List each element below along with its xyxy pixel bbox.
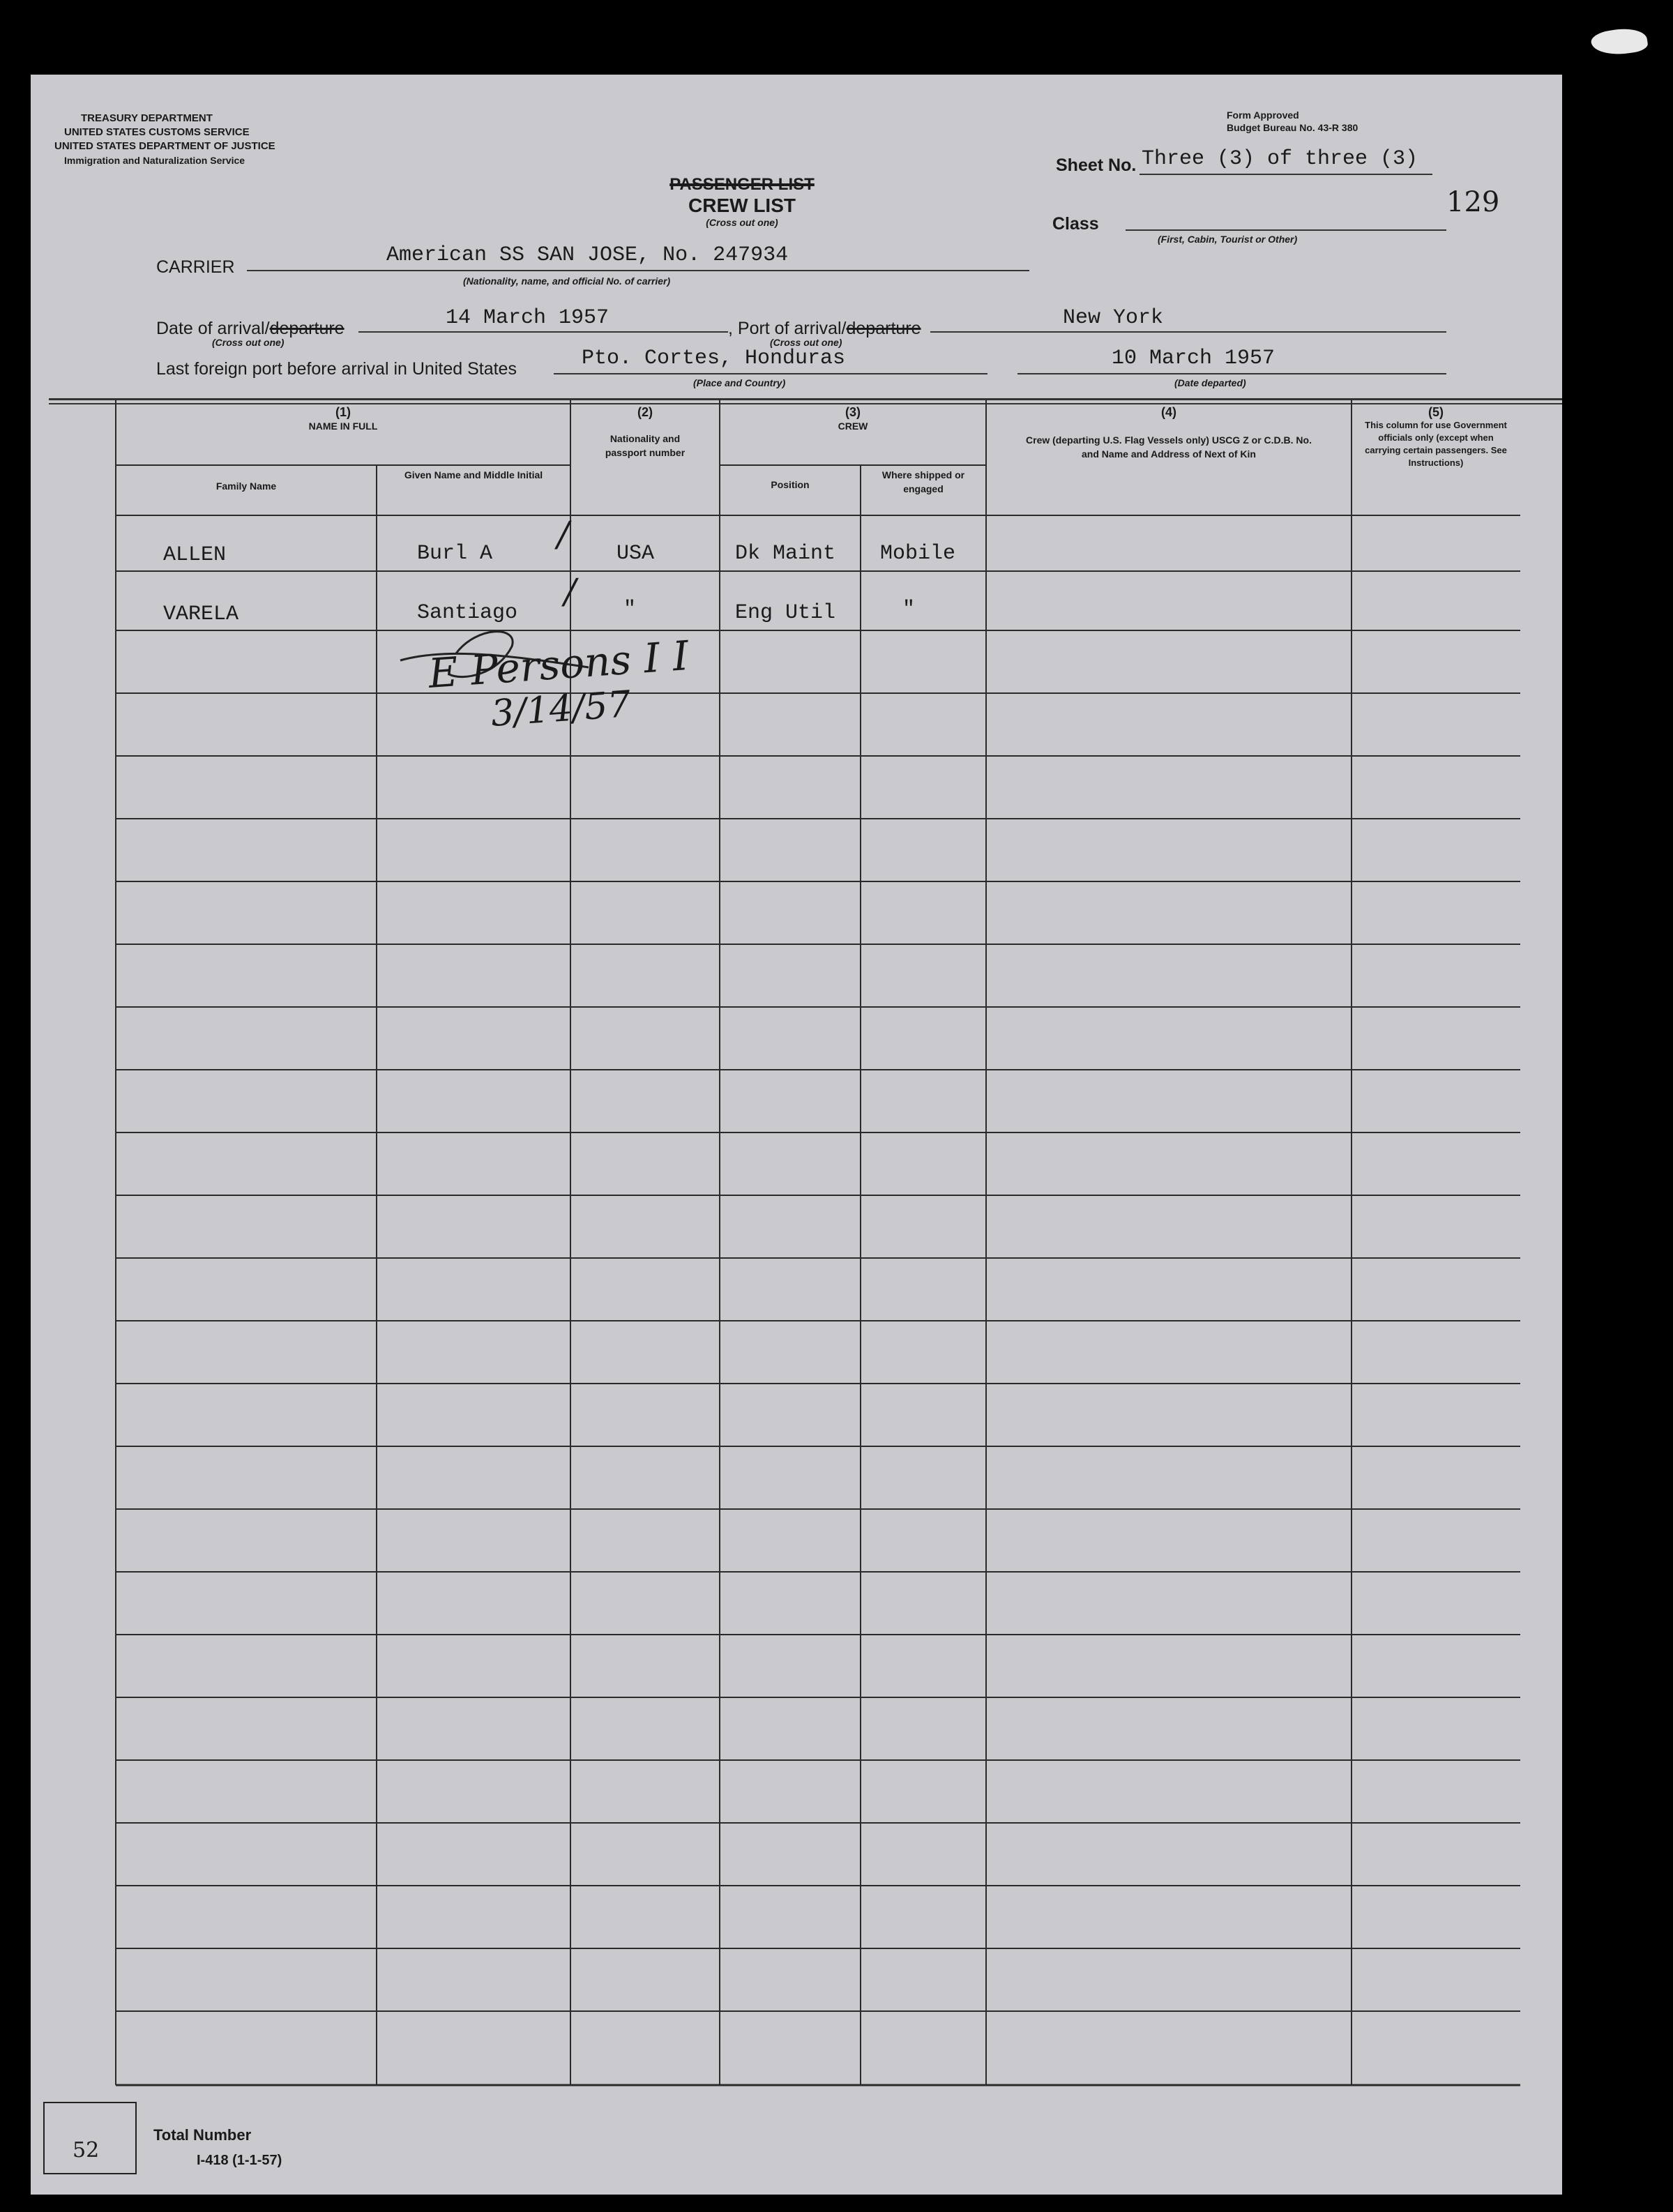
sheet-value: Three (3) of three (3) <box>1142 147 1418 171</box>
customs-line: UNITED STATES CUSTOMS SERVICE <box>64 126 250 138</box>
date-departed-caption: (Date departed) <box>1174 377 1246 388</box>
row1-given: Burl A <box>417 542 493 566</box>
col4-title: Crew (departing U.S. Flag Vessels only) USCG Z or C.D.B. No. and Name and Address of Next of Kin <box>1026 434 1312 460</box>
title-cross-note: (Cross out one) <box>706 217 778 228</box>
page-number: 129 <box>1446 186 1500 218</box>
col1-title: NAME IN FULL <box>308 421 378 432</box>
row1-nationality: USA <box>616 542 655 566</box>
class-caption: (First, Cabin, Tourist or Other) <box>1158 234 1298 245</box>
ins-line: Immigration and Naturalization Service <box>64 155 245 166</box>
date-label-text: Date of arrival/ <box>156 319 270 338</box>
handwritten-date: 3/14/57 <box>490 683 633 735</box>
col2-title: Nationality and passport number <box>605 433 686 458</box>
justice-line: UNITED STATES DEPARTMENT OF JUSTICE <box>54 140 275 152</box>
col5-header <box>1352 405 1520 480</box>
table-grid <box>31 75 1562 2195</box>
carrier-label: CARRIER <box>156 257 235 277</box>
row2-where: " <box>902 598 916 621</box>
carrier-value: American SS SAN JOSE, No. 247934 <box>386 243 789 267</box>
form-approved-text: Form Approved <box>1227 109 1299 121</box>
family-name-header: Family Name <box>215 480 277 492</box>
budget-bureau-text: Budget Bureau No. 43-R 380 <box>1227 122 1358 133</box>
arrival-port-value: New York <box>1063 306 1164 330</box>
position-header: Position <box>771 479 810 490</box>
col3-title: CREW <box>838 421 868 432</box>
row1-position: Dk Maint <box>735 542 836 566</box>
port-label-text: , Port of arrival/ <box>728 319 847 338</box>
col4-number: (4) <box>1161 405 1176 419</box>
row1-check: / <box>557 514 569 554</box>
col5-number: (5) <box>1428 405 1444 419</box>
given-name-header: Given Name and Middle Initial <box>404 469 543 480</box>
row1-where: Mobile <box>880 542 956 566</box>
class-label: Class <box>1052 214 1099 234</box>
date-label-struck: departure <box>269 319 345 338</box>
treasury-line: TREASURY DEPARTMENT <box>81 112 213 124</box>
handwritten-initials: E Persons I I <box>427 632 690 697</box>
col1-number: (1) <box>335 405 351 419</box>
date-departed-value: 10 March 1957 <box>1112 347 1275 370</box>
last-port-caption: (Place and Country) <box>693 377 786 388</box>
port-label-struck: departure <box>846 319 921 338</box>
form-number: I-418 (1-1-57) <box>197 2153 282 2168</box>
carrier-caption: (Nationality, name, and official No. of carrier) <box>463 275 671 287</box>
col3-header <box>720 405 986 433</box>
row2-given: Santiago <box>417 601 518 625</box>
crew-list-form <box>31 75 1562 2195</box>
where-shipped-header: Where shipped or engaged <box>881 469 965 494</box>
col2-number: (2) <box>637 405 653 419</box>
col4-header <box>986 405 1352 461</box>
total-number-value: 52 <box>73 2138 100 2162</box>
total-number-label: Total Number <box>153 2126 252 2144</box>
total-number-box <box>43 2102 137 2174</box>
port-caption: (Cross out one) <box>770 337 842 348</box>
date-caption: (Cross out one) <box>212 337 285 348</box>
title-main: CREW LIST <box>688 195 796 216</box>
row2-position: Eng Util <box>735 601 836 625</box>
title-crossed: PASSENGER LIST <box>669 175 815 194</box>
row2-nationality: " <box>623 598 637 621</box>
col2-header <box>570 405 720 460</box>
corner-mark <box>1590 26 1649 59</box>
col3-number: (3) <box>845 405 861 419</box>
last-port-label: Last foreign port before arrival in United States <box>156 359 517 379</box>
arrival-date-value: 14 March 1957 <box>446 306 610 330</box>
row2-family: VARELA <box>163 603 239 626</box>
last-port-value: Pto. Cortes, Honduras <box>582 347 846 370</box>
row1-family: ALLEN <box>163 543 227 567</box>
col1-header <box>116 405 570 433</box>
col5-title: This column for use Government officials only (except when carrying certain passengers. See Instructions) <box>1365 420 1507 468</box>
sheet-label: Sheet No. <box>1056 156 1137 175</box>
row2-check: / <box>564 571 576 612</box>
